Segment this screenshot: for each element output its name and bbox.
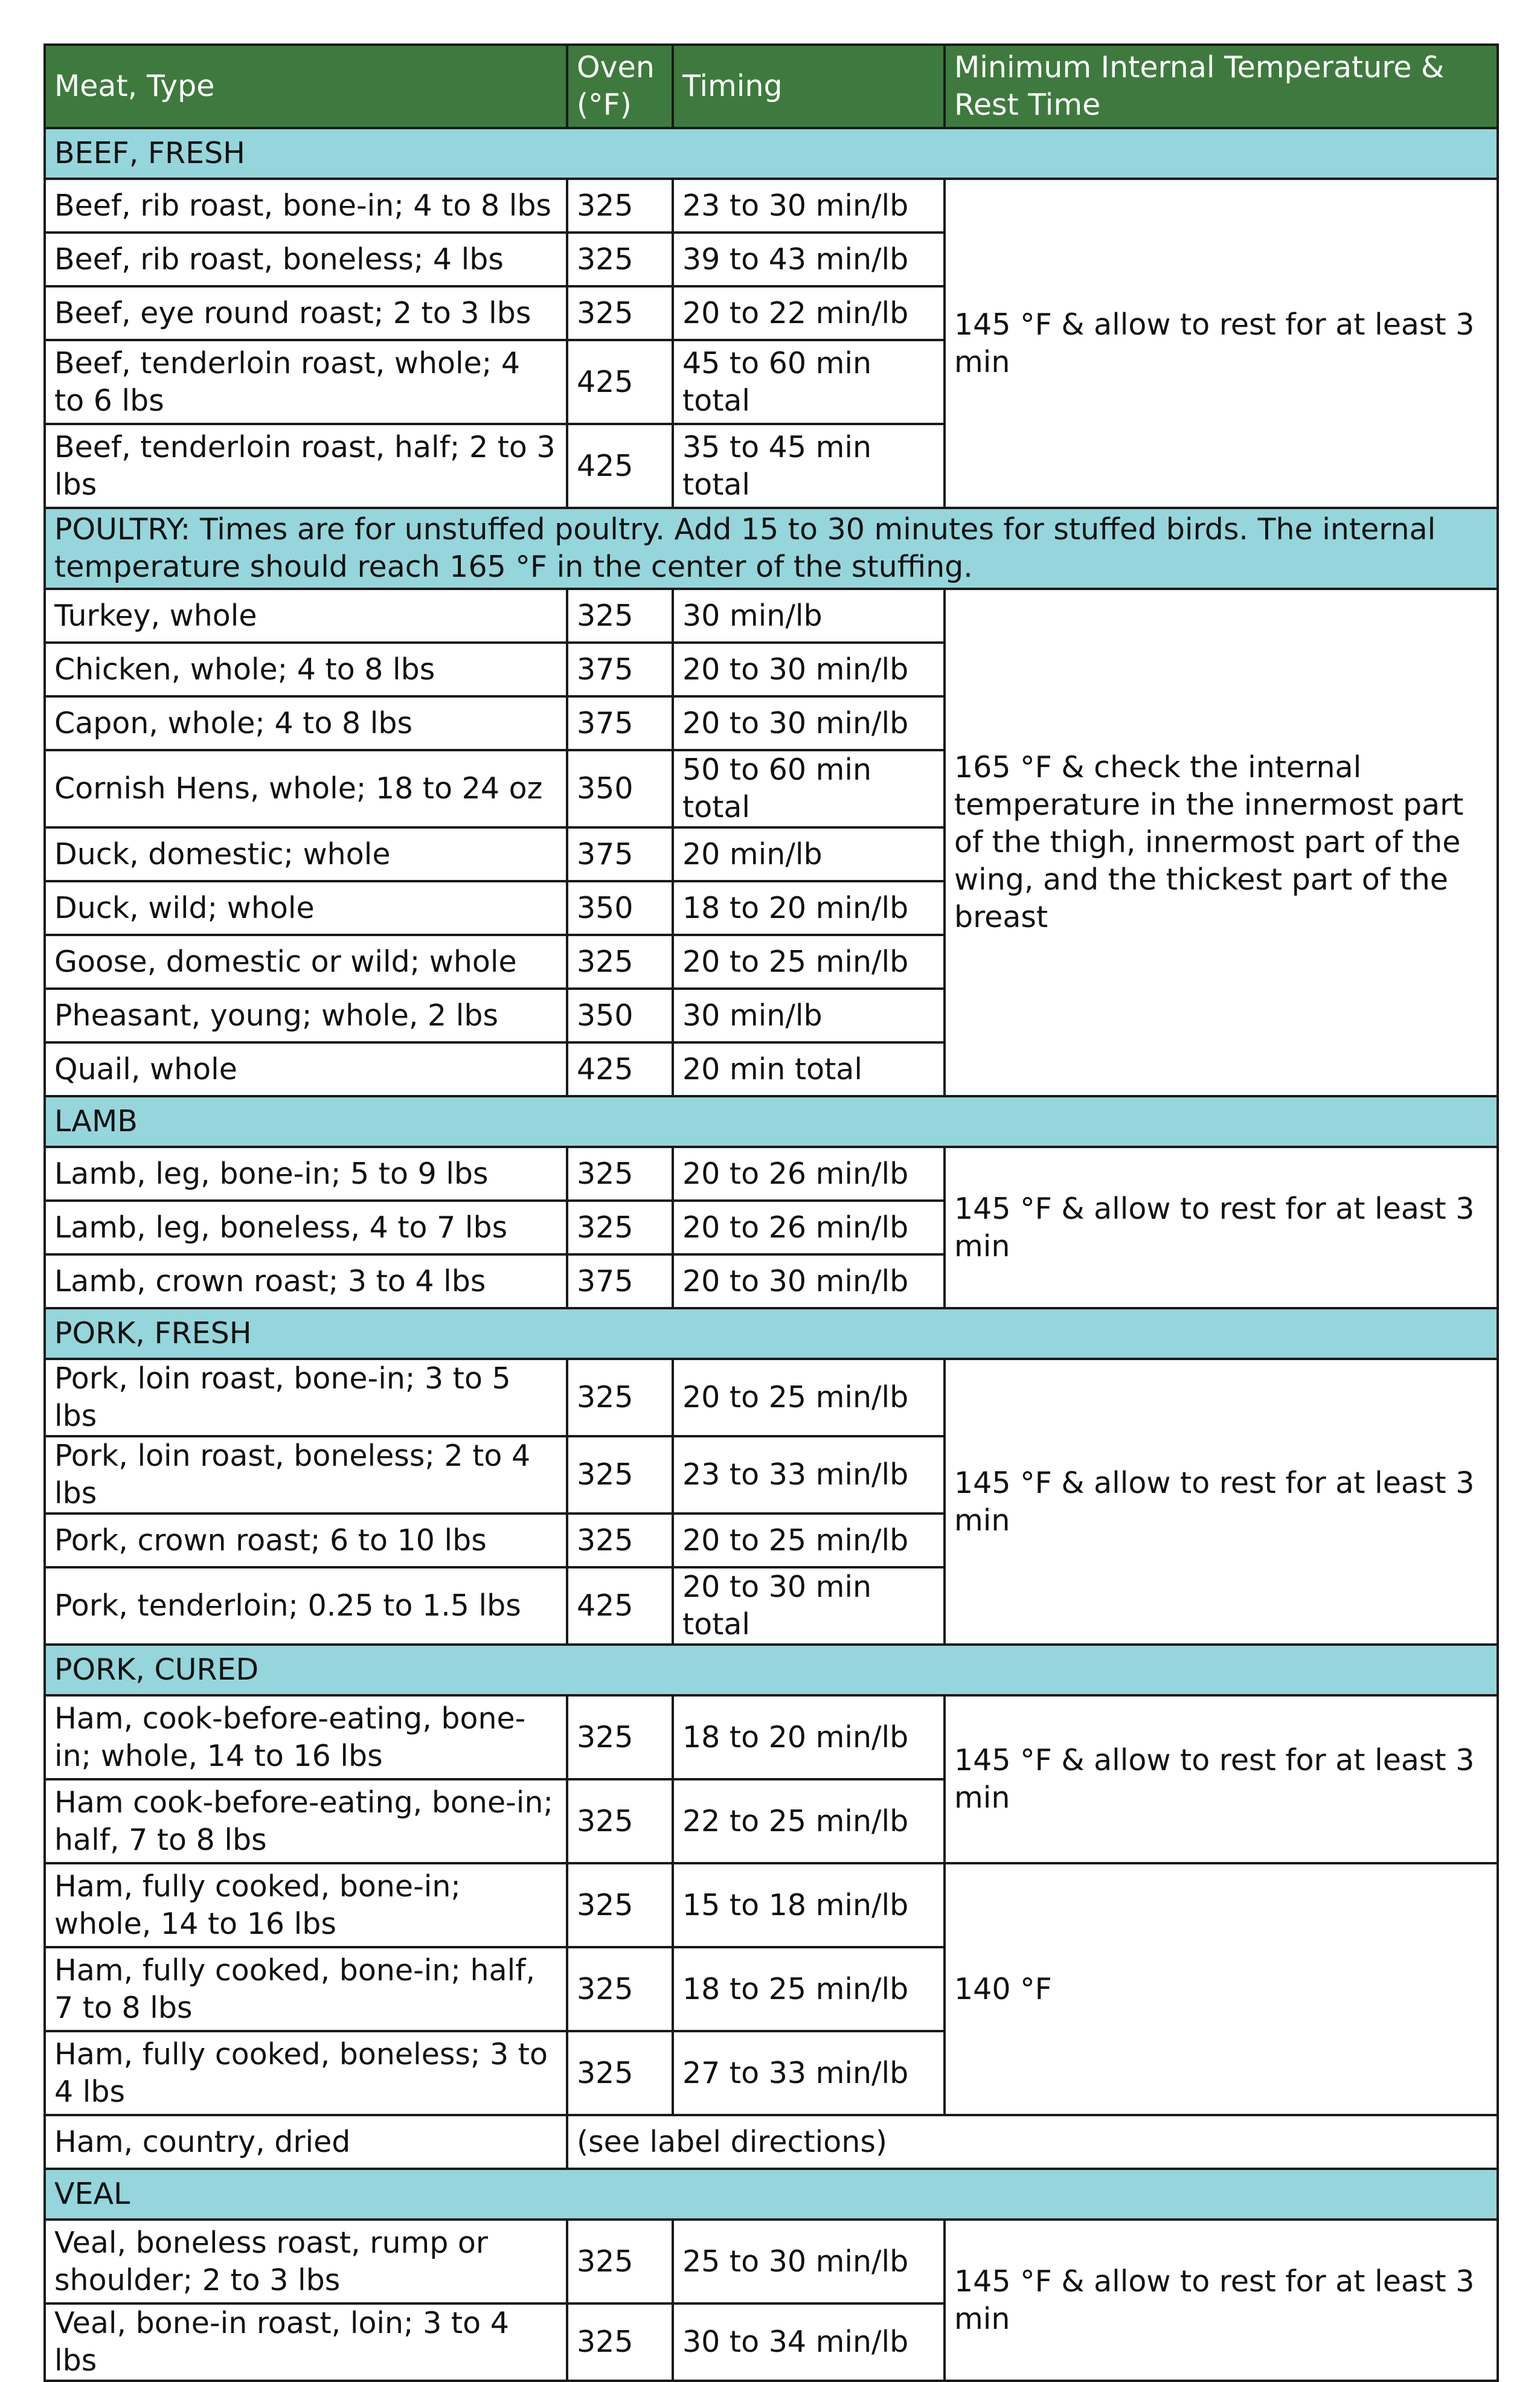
meat-cell: Pork, loin roast, boneless; 2 to 4 lbs — [45, 1436, 567, 1514]
oven-cell: 425 — [567, 340, 673, 424]
oven-cell: 325 — [567, 589, 673, 643]
timing-cell: 20 to 25 min/lb — [673, 1514, 945, 1567]
meat-cell: Pork, tenderloin; 0.25 to 1.5 lbs — [45, 1567, 567, 1645]
timing-cell: 20 to 30 min total — [673, 1567, 945, 1645]
section-row-poultry — [45, 508, 1498, 589]
table-row — [45, 1147, 1498, 1201]
section-title: BEEF, FRESH — [45, 128, 1498, 179]
timing-cell: 20 min/lb — [673, 827, 945, 881]
section-row-lamb — [45, 1096, 1498, 1147]
temp-cell: 145 °F & allow to rest for at least 3 min — [945, 1695, 1498, 1863]
meat-cell: Quail, whole — [45, 1042, 567, 1096]
timing-cell: 20 to 30 min/lb — [673, 1254, 945, 1308]
oven-cell: 325 — [567, 1947, 673, 2031]
timing-cell: 30 to 34 min/lb — [673, 2303, 945, 2381]
table-row — [45, 2115, 1498, 2169]
meat-cell: Lamb, crown roast; 3 to 4 lbs — [45, 1254, 567, 1308]
timing-cell: 20 to 25 min/lb — [673, 935, 945, 989]
timing-cell: 20 to 22 min/lb — [673, 286, 945, 340]
section-title: VEAL — [45, 2169, 1498, 2220]
oven-cell: 350 — [567, 881, 673, 935]
meat-cell: Chicken, whole; 4 to 8 lbs — [45, 643, 567, 696]
oven-cell: 350 — [567, 989, 673, 1042]
oven-cell: 325 — [567, 1695, 673, 1779]
oven-cell: 375 — [567, 643, 673, 696]
timing-cell: 30 min/lb — [673, 989, 945, 1042]
timing-cell: 50 to 60 min total — [673, 750, 945, 827]
meat-cell: Veal, boneless roast, rump or shoulder; 2 to 3 lbs — [45, 2220, 567, 2303]
timing-cell: 18 to 20 min/lb — [673, 881, 945, 935]
meat-cell: Ham, country, dried — [45, 2115, 567, 2169]
oven-cell: 375 — [567, 827, 673, 881]
meat-cell: Lamb, leg, bone-in; 5 to 9 lbs — [45, 1147, 567, 1201]
table-row — [45, 1695, 1498, 1779]
timing-cell: 25 to 30 min/lb — [673, 2220, 945, 2303]
oven-cell: 325 — [567, 233, 673, 286]
meat-cell: Goose, domestic or wild; whole — [45, 935, 567, 989]
section-title: LAMB — [45, 1096, 1498, 1147]
timing-cell: 27 to 33 min/lb — [673, 2031, 945, 2115]
header-min-temp: Minimum Internal Temperature & Rest Time — [945, 45, 1498, 128]
table-row — [45, 2220, 1498, 2303]
oven-cell: 425 — [567, 1567, 673, 1645]
meat-cell: Ham, fully cooked, boneless; 3 to 4 lbs — [45, 2031, 567, 2115]
timing-cell: 15 to 18 min/lb — [673, 1863, 945, 1947]
oven-cell: 325 — [567, 2220, 673, 2303]
timing-cell: 23 to 33 min/lb — [673, 1436, 945, 1514]
meat-cell: Cornish Hens, whole; 18 to 24 oz — [45, 750, 567, 827]
meat-cell: Beef, tenderloin roast, whole; 4 to 6 lbs — [45, 340, 567, 424]
header-timing: Timing — [673, 45, 945, 128]
meat-cell: Pheasant, young; whole, 2 lbs — [45, 989, 567, 1042]
oven-cell: 325 — [567, 179, 673, 233]
timing-cell: 35 to 45 min total — [673, 424, 945, 508]
header-row — [45, 45, 1498, 128]
timing-cell: 18 to 25 min/lb — [673, 1947, 945, 2031]
oven-cell: 325 — [567, 935, 673, 989]
section-row-beef — [45, 128, 1498, 179]
header-meat-type: Meat, Type — [45, 45, 567, 128]
meat-cell: Beef, tenderloin roast, half; 2 to 3 lbs — [45, 424, 567, 508]
table-row — [45, 1359, 1498, 1436]
meat-cell: Pork, loin roast, bone-in; 3 to 5 lbs — [45, 1359, 567, 1436]
section-row-pork-cured — [45, 1645, 1498, 1695]
meat-cell: Ham, cook-before-eating, bone-in; whole, 14 to 16 lbs — [45, 1695, 567, 1779]
oven-cell: 325 — [567, 286, 673, 340]
section-title: POULTRY: Times are for unstuffed poultry. Add 15 to 30 minutes for stuffed birds. The internal temperature should reach 165 °F in the center of the stuffing. — [45, 508, 1498, 589]
meat-cell: Ham, fully cooked, bone-in; whole, 14 to 16 lbs — [45, 1863, 567, 1947]
temp-cell: 145 °F & allow to rest for at least 3 min — [945, 1147, 1498, 1308]
meat-cell: Beef, eye round roast; 2 to 3 lbs — [45, 286, 567, 340]
timing-cell: 20 to 30 min/lb — [673, 643, 945, 696]
oven-cell: 425 — [567, 424, 673, 508]
timing-cell: 20 min total — [673, 1042, 945, 1096]
oven-cell: 325 — [567, 1359, 673, 1436]
oven-cell: 325 — [567, 1436, 673, 1514]
temp-cell: 145 °F & allow to rest for at least 3 min — [945, 1359, 1498, 1645]
section-row-pork-fresh — [45, 1308, 1498, 1359]
temp-cell: 145 °F & allow to rest for at least 3 min — [945, 2220, 1498, 2381]
oven-cell: 325 — [567, 1779, 673, 1863]
oven-cell: 325 — [567, 2303, 673, 2381]
meat-cell: Turkey, whole — [45, 589, 567, 643]
label-directions-note: (see label directions) — [567, 2115, 1498, 2169]
section-title: PORK, CURED — [45, 1645, 1498, 1695]
table-row — [45, 1863, 1498, 1947]
temp-cell: 145 °F & allow to rest for at least 3 min — [945, 179, 1498, 508]
meat-cell: Beef, rib roast, bone-in; 4 to 8 lbs — [45, 179, 567, 233]
oven-cell: 350 — [567, 750, 673, 827]
table-row — [45, 589, 1498, 643]
timing-cell: 22 to 25 min/lb — [673, 1779, 945, 1863]
temp-cell: 140 °F — [945, 1863, 1498, 2115]
meat-cell: Lamb, leg, boneless, 4 to 7 lbs — [45, 1201, 567, 1254]
timing-cell: 18 to 20 min/lb — [673, 1695, 945, 1779]
timing-cell: 20 to 25 min/lb — [673, 1359, 945, 1436]
oven-cell: 325 — [567, 1147, 673, 1201]
meat-cell: Duck, domestic; whole — [45, 827, 567, 881]
table-row — [45, 179, 1498, 233]
timing-cell: 39 to 43 min/lb — [673, 233, 945, 286]
roasting-chart-table — [43, 43, 1499, 2382]
meat-cell: Beef, rib roast, boneless; 4 lbs — [45, 233, 567, 286]
meat-cell: Pork, crown roast; 6 to 10 lbs — [45, 1514, 567, 1567]
section-title: PORK, FRESH — [45, 1308, 1498, 1359]
timing-cell: 20 to 26 min/lb — [673, 1201, 945, 1254]
oven-cell: 425 — [567, 1042, 673, 1096]
oven-cell: 325 — [567, 1514, 673, 1567]
timing-cell: 20 to 26 min/lb — [673, 1147, 945, 1201]
oven-cell: 325 — [567, 2031, 673, 2115]
timing-cell: 23 to 30 min/lb — [673, 179, 945, 233]
meat-cell: Capon, whole; 4 to 8 lbs — [45, 696, 567, 750]
meat-cell: Ham, fully cooked, bone-in; half, 7 to 8 lbs — [45, 1947, 567, 2031]
meat-cell: Veal, bone-in roast, loin; 3 to 4 lbs — [45, 2303, 567, 2381]
oven-cell: 325 — [567, 1201, 673, 1254]
timing-cell: 20 to 30 min/lb — [673, 696, 945, 750]
section-row-veal — [45, 2169, 1498, 2220]
timing-cell: 45 to 60 min total — [673, 340, 945, 424]
temp-cell: 165 °F & check the internal temperature in the innermost part of the thigh, innermost part of the wing, and the thickest part of the breast — [945, 589, 1498, 1096]
timing-cell: 30 min/lb — [673, 589, 945, 643]
oven-cell: 375 — [567, 696, 673, 750]
meat-cell: Ham cook-before-eating, bone-in; half, 7 to 8 lbs — [45, 1779, 567, 1863]
oven-cell: 325 — [567, 1863, 673, 1947]
header-oven: Oven (°F) — [567, 45, 673, 128]
meat-cell: Duck, wild; whole — [45, 881, 567, 935]
oven-cell: 375 — [567, 1254, 673, 1308]
